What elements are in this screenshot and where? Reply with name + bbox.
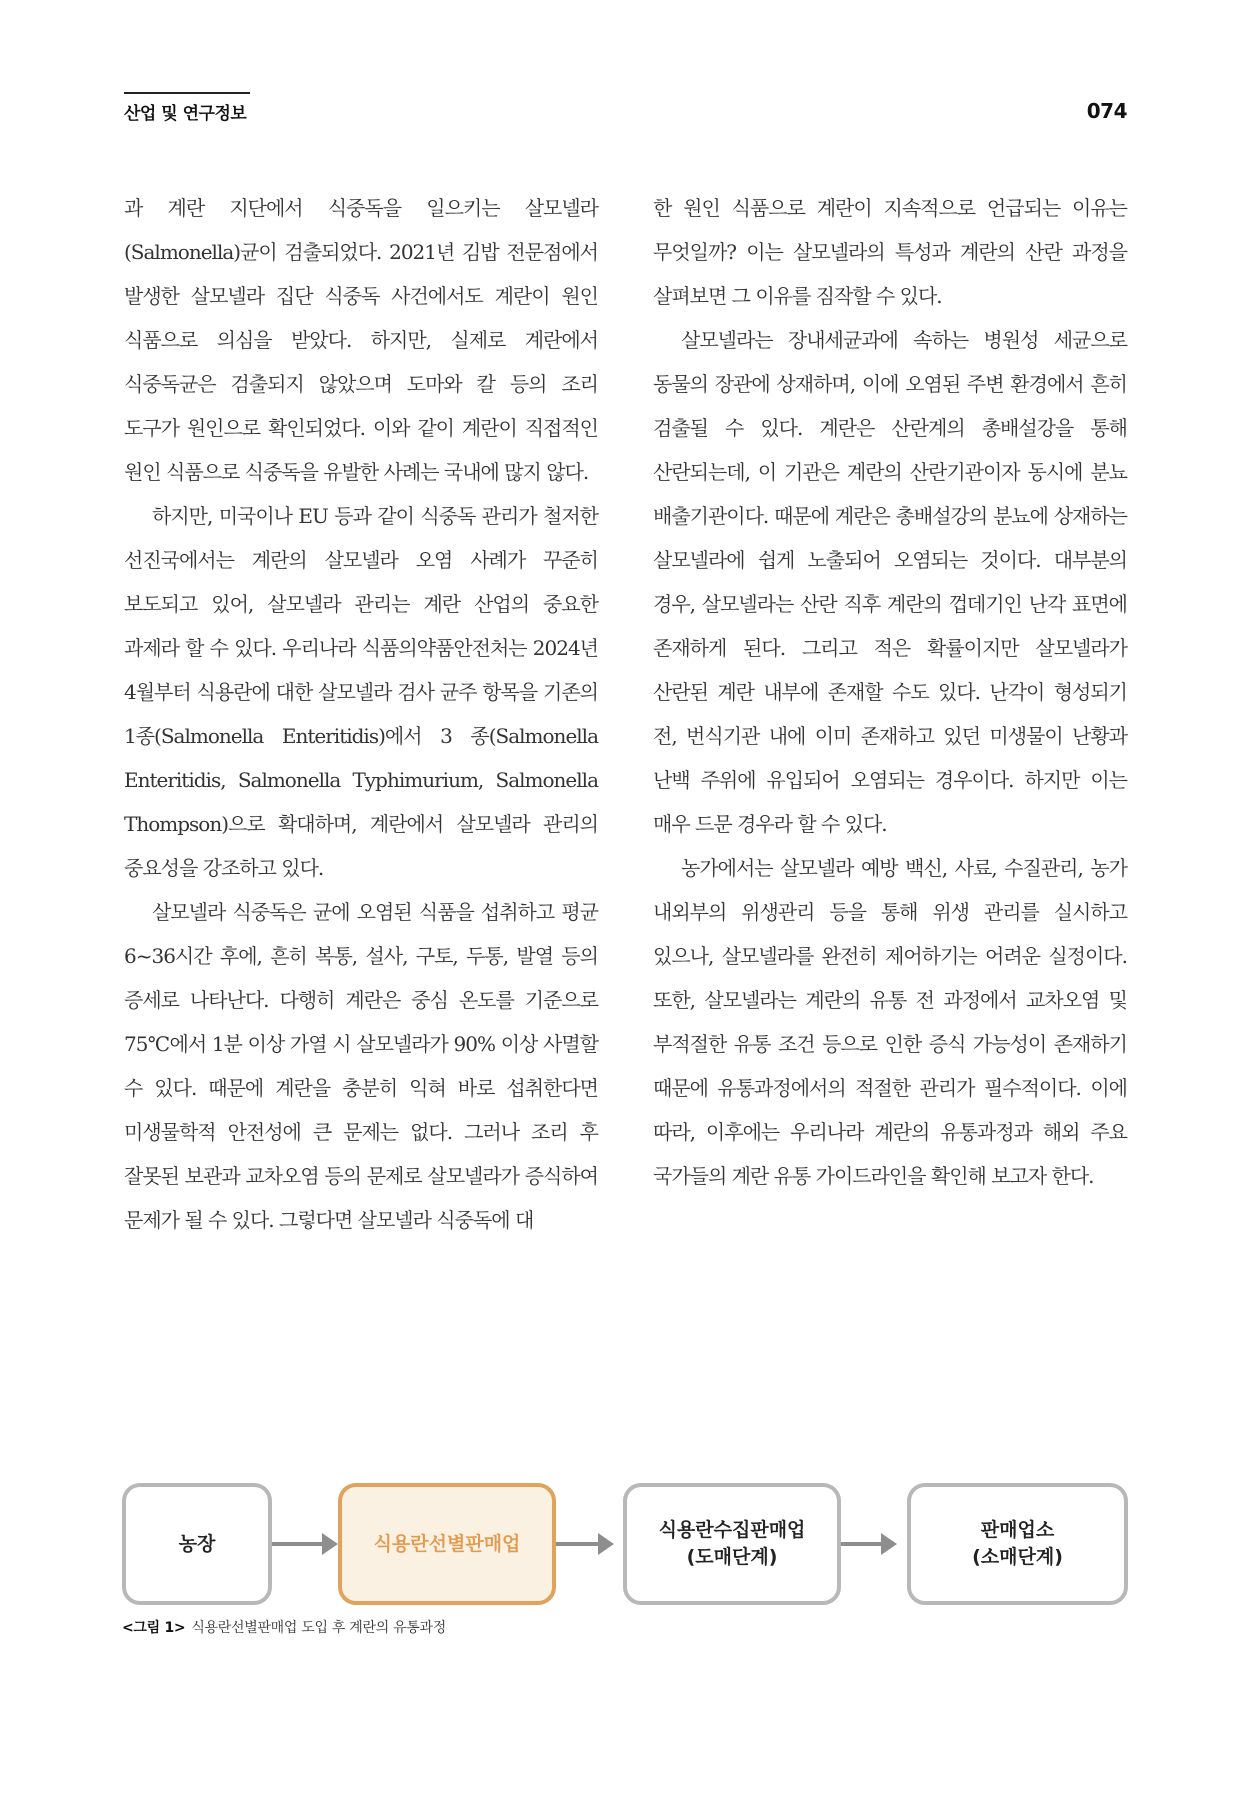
paragraph: 하지만, 미국이나 EU 등과 같이 식중독 관리가 철저한 선진국에서는 계란의 살모넬라 오염 사례가 꾸준히 보도되고 있어, 살모넬라 관리는 계란 산업의 중요한 과제라 할 수 있다. 우리나라 식품의약품안전처는 2024년 4월부터 식용란에 대한 살모넬라 검사 균주 항목을 기존의 1종(Salmonella Enteritidis)에서 3 종(Salmonella Enteritidis, Salmonella Typhimurium, Salmonella Thompson)으로 확대하며, 계란에서 살모넬라 관리의 중요성을 강조하고 있다. (124, 504, 598, 880)
paragraph: 농가에서는 살모넬라 예방 백신, 사료, 수질관리, 농가 내외부의 위생관리 등을 통해 위생 관리를 실시하고 있으나, 살모넬라를 완전히 제어하기는 어려운 실정이다. 또한, 살모넬라는 계란의 유통 전 과정에서 교차오염 및 부적절한 유통 조건 등으로 인한 증식 가능성이 존재하기 때문에 유통과정에서의 적절한 관리가 필수적이다. 이에 따라, 이후에는 우리나라 계란의 유통과정과 해외 주요 국가들의 계란 유통 가이드라인을 확인해 보고자 한다. (653, 856, 1127, 1188)
flow-box-sublabel: (소매단계) (972, 1546, 1063, 1568)
flow-box-egg-collection-seller (623, 1483, 841, 1605)
flow-box-label: 판매업소 (980, 1519, 1055, 1541)
flow-arrow-icon (272, 1542, 334, 1546)
distribution-flow-diagram (122, 1483, 1128, 1605)
figure-caption-label: <그림 1> (122, 1620, 186, 1636)
flow-box-retail-store (907, 1483, 1128, 1605)
figure-caption-text: 식용란선별판매업 도입 후 계란의 유통과정 (191, 1620, 446, 1636)
flow-box-label: 농장 (178, 1532, 216, 1555)
paragraph: 살모넬라 식중독은 균에 오염된 식품을 섭취하고 평균 6~36시간 후에, 흔히 복통, 설사, 구토, 두통, 발열 등의 증세로 나타난다. 다행히 계란은 중심 온도를 기준으로 75℃에서 1분 이상 가열 시 살모넬라가 90% 이상 사멸할 수 있다. 때문에 계란을 충분히 익혀 바로 섭취한다면 미생물학적 안전성에 큰 문제는 없다. 그러나 조리 후 잘못된 보관과 교차오염 등의 문제로 살모넬라가 증식하여 문제가 될 수 있다. 그렇다면 살모넬라 식중독에 대 (124, 900, 598, 1232)
right-column (653, 186, 1127, 1198)
section-title: 산업 및 연구정보 (124, 104, 247, 124)
flow-box-label: 식용란수집판매업 (658, 1519, 806, 1541)
flow-arrow-icon (556, 1542, 610, 1546)
paragraph: 과 계란 지단에서 식중독을 일으키는 살모넬라 (Salmonella)균이 검출되었다. 2021년 김밥 전문점에서 발생한 살모넬라 집단 식중독 사건에서도 계란이 원인 식품으로 의심을 받았다. 하지만, 실제로 계란에서 식중독균은 검출되지 않았으며 도마와 칼 등의 조리 도구가 원인으로 확인되었다. 이와 같이 계란이 직접적인 원인 식품으로 식중독을 유발한 사례는 국내에 많지 않다. (124, 196, 598, 484)
paragraph: 살모넬라는 장내세균과에 속하는 병원성 세균으로 동물의 장관에 상재하며, 이에 오염된 주변 환경에서 흔히 검출될 수 있다. 계란은 산란계의 총배설강을 통해 산란되는데, 이 기관은 계란의 산란기관이자 동시에 분뇨 배출기관이다. 때문에 계란은 총배설강의 분뇨에 상재하는 살모넬라에 쉽게 노출되어 오염되는 것이다. 대부분의 경우, 살모넬라는 산란 직후 계란의 껍데기인 난각 표면에 존재하게 된다. 그리고 적은 확률이지만 살모넬라가 산란된 계란 내부에 존재할 수도 있다. 난각이 형성되기 전, 번식기관 내에 이미 존재하고 있던 미생물이 난황과 난백 주위에 유입되어 오염되는 경우이다. 하지만 이는 매우 드문 경우라 할 수 있다. (653, 328, 1127, 836)
paragraph: 한 원인 식품으로 계란이 지속적으로 언급되는 이유는 무엇일까? 이는 살모넬라의 특성과 계란의 산란 과정을 살펴보면 그 이유를 짐작할 수 있다. (653, 196, 1127, 308)
figure-caption (122, 1617, 446, 1637)
flow-box-sublabel: (도매단계) (686, 1546, 778, 1568)
header-rule (124, 92, 250, 94)
flow-arrow-icon (841, 1542, 893, 1546)
flow-box-label: 식용란선별판매업 (373, 1532, 521, 1555)
left-column (124, 186, 598, 1242)
flow-box-egg-grading-seller (338, 1483, 556, 1605)
page-number: 074 (1086, 99, 1127, 123)
flow-box-farm (122, 1483, 272, 1605)
